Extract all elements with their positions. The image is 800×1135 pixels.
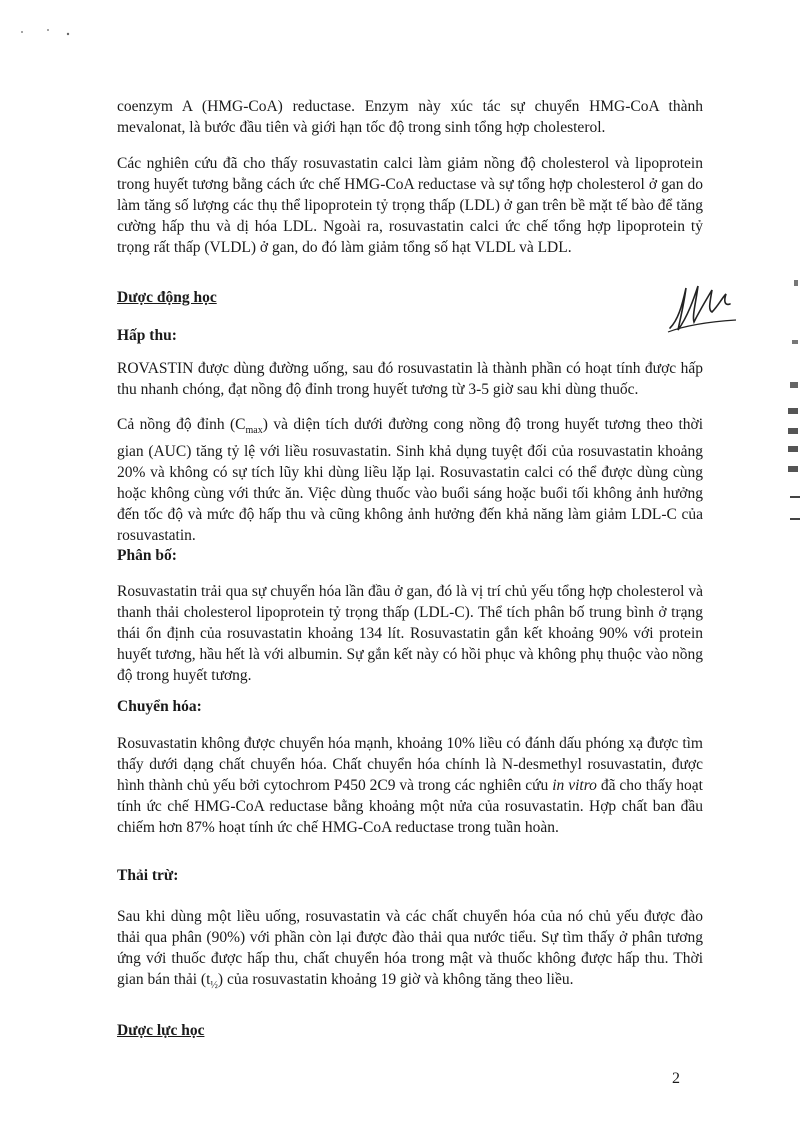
pharmacodynamics-heading: Dược lực học xyxy=(117,1022,205,1039)
mechanism-paragraph: Các nghiên cứu đã cho thấy rosuvastatin calci làm giảm nồng độ cholesterol và lipoprotein trong huyết tương bằng cách ức chế HMG-CoA reductase và sự tổng hợp cholesterol ở gan do làm tăng số lượng các thụ thể lipoprotein tỷ trọng thấp (LDL) ở gan trên bề mặt tế bào để tăng cường hấp thu và dị hóa LDL. Ngoài ra, rosuvastatin calci ức chế tổng hợp lipoprotein tỷ trọng rất thấp (VLDL) ở gan, do đó làm giảm tổng số hạt VLDL và LDL. xyxy=(117,155,703,256)
elimination-paragraph xyxy=(117,906,703,996)
pharmacokinetics-heading: Dược động học xyxy=(117,289,217,306)
absorption-paragraph-1: ROVASTIN được dùng đường uống, sau đó rosuvastatin là thành phần có hoạt tính được hấp thu nhanh chóng, đạt nồng độ đỉnh trong huyết tương từ 3-5 giờ sau khi dùng thuốc. xyxy=(117,360,703,398)
scan-specks xyxy=(10,18,90,38)
cmax-subscript: max xyxy=(245,425,263,437)
metabolism-paragraph xyxy=(117,733,703,838)
metabolism-text-b: đã cho thấy hoạt tính ức chế HMG-CoA reductase bằng khoảng một nửa của rosuvastatin. Hợp chất ban đầu chiếm hơn 87% hoạt tính ức chế HMG-CoA reductase trong tuần hoàn. xyxy=(117,777,703,836)
metabolism-text-a: Rosuvastatin không được chuyển hóa mạnh, khoảng 10% liều có đánh dấu phóng xạ được tìm thấy dưới dạng chất chuyển hóa. Chất chuyển hóa chính là N-desmethyl rosuvastatin, được hình thành chủ yếu bởi cytochrom P450 2C9 và trong các nghiên cứu xyxy=(117,735,703,794)
in-vitro-italic: in vitro xyxy=(552,777,597,794)
elimination-text-b: ) của rosuvastatin khoảng 19 giờ và không tăng theo liều. xyxy=(217,971,574,988)
elimination-text-a: Sau khi dùng một liều uống, rosuvastatin và các chất chuyển hóa của nó chủ yếu được đào thải qua phân (90%) với phần còn lại được đào thải qua nước tiểu. Sự tìm thấy ở phân tương ứng với thuốc được hấp thu, chất chuyển hóa trong mật và thuốc không được hấp thu. Thời gian bán thải (t xyxy=(117,908,703,988)
distribution-paragraph: Rosuvastatin trải qua sự chuyển hóa lần đầu ở gan, đó là vị trí chủ yếu tổng hợp cholesterol và thanh thải cholesterol lipoprotein tỷ trọng thấp (LDL-C). Thể tích phân bố trung bình ở trạng thái ổn định của rosuvastatin khoảng 134 lít. Rosuvastatin gắn kết khoảng 90% với protein huyết tương, hầu hết là với albumin. Sự gắn kết này có hồi phục và không phụ thuộc vào nồng độ trong huyết tương. xyxy=(117,583,703,684)
absorption-text-a: Cả nồng độ đỉnh (C xyxy=(117,416,246,433)
distribution-heading: Phân bố: xyxy=(117,547,177,564)
metabolism-heading: Chuyển hóa: xyxy=(117,698,202,715)
signature-mark xyxy=(664,276,744,336)
adjacent-page-edge-marks xyxy=(778,270,800,530)
absorption-text-b: ) và diện tích dưới đường cong nồng độ trong huyết tương theo thời gian (AUC) tăng tỷ lệ với liều rosuvastatin. Sinh khả dụng tuyệt đối của rosuvastatin khoảng 20% và không có sự tích lũy khi dùng liều lặp lại. Rosuvastatin calci có thể được dùng cùng hoặc không cùng với thức ăn. Việc dùng thuốc vào buổi sáng hoặc buổi tối không ảnh hưởng đến tốc độ và mức độ hấp thu và cũng không ảnh hưởng đến khả năng làm giảm LDL-C của rosuvastatin. xyxy=(117,416,704,545)
elimination-heading: Thải trừ: xyxy=(117,867,179,884)
page-number: 2 xyxy=(672,1070,680,1087)
absorption-paragraph-2 xyxy=(117,414,703,546)
intro-paragraph: coenzym A (HMG-CoA) reductase. Enzym này xúc tác sự chuyển HMG-CoA thành mevalonat, là bước đầu tiên và giới hạn tốc độ trong sinh tổng hợp cholesterol. xyxy=(117,98,703,136)
half-life-subscript: ½ xyxy=(210,980,218,992)
absorption-heading: Hấp thu: xyxy=(117,327,177,344)
